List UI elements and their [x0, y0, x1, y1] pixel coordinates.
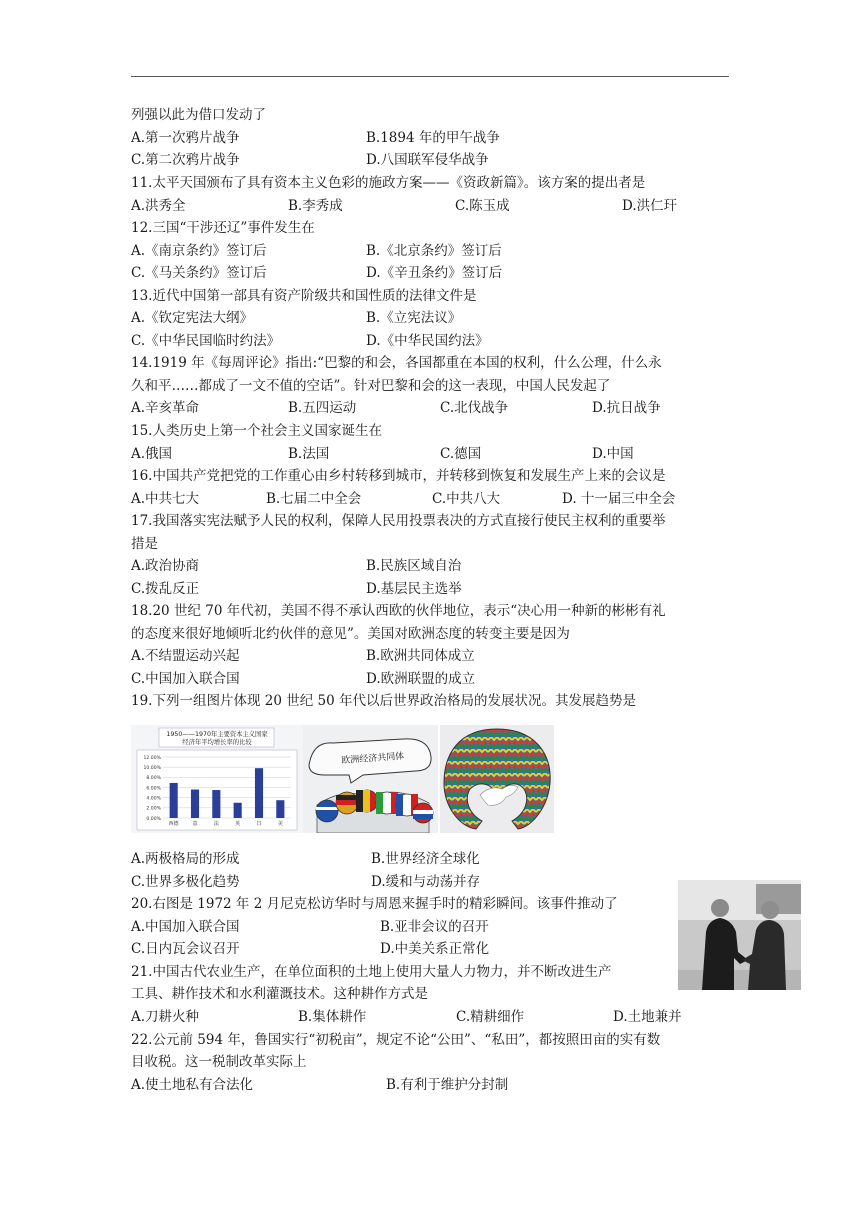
header-rule — [131, 76, 729, 77]
bar-4 — [255, 768, 263, 818]
q13-option-c: C.《中华民国临时约法》 — [131, 333, 281, 349]
q17-option-c: C.拨乱反正 — [131, 581, 200, 597]
q19-option-c: C.世界多极化趋势 — [131, 874, 240, 890]
q14-option-a: A.辛亥革命 — [131, 400, 200, 416]
q11-stem: 11.太平天国颁布了具有资本主义色彩的施政方案——《资政新篇》。该方案的提出者是 — [131, 175, 646, 191]
chart-title-line1: 1950——1970年主要资本主义国家 — [166, 731, 268, 738]
q15-option-d: D.中国 — [592, 446, 634, 462]
bar-1 — [191, 790, 199, 818]
y-tick-label: 8.00% — [146, 776, 161, 782]
q18-option-a: A.不结盟运动兴起 — [131, 648, 240, 664]
q10-option-d: D.八国联军侵华战争 — [366, 152, 489, 168]
q14-stem-2: 久和平……都成了一文不值的空话”。针对巴黎和会的这一表现，中国人民发起了 — [131, 378, 611, 394]
q20-stem: 20.右图是 1972 年 2 月尼克松访华时与周恩来握手时的精彩瞬间。该事件推动了 — [131, 896, 618, 912]
bar-0 — [170, 783, 178, 818]
q14-option-c: C.北伐战争 — [440, 400, 509, 416]
q19-stem: 19.下列一组图片体现 20 世纪 50 年代以后世界政治格局的发展状况。其发展趋势是 — [131, 693, 636, 709]
y-tick-label: 2.00% — [146, 806, 161, 812]
bar-3 — [234, 803, 242, 818]
x-tick-label: 意 — [192, 821, 198, 827]
bar-5 — [276, 800, 284, 818]
q11-option-c: C.陈玉成 — [455, 198, 510, 214]
q15-stem: 15.人类历史上第一个社会主义国家诞生在 — [131, 423, 382, 439]
q22-stem-2: 目收税。这一税制改革实际上 — [131, 1054, 307, 1070]
flag-stripe — [396, 794, 403, 816]
q17-option-b: B.民族区域自治 — [366, 558, 462, 574]
flag-stripe — [413, 814, 433, 819]
y-tick-label: 12.00% — [143, 755, 161, 761]
q20-option-d: D.中美关系正常化 — [380, 941, 490, 957]
q18-option-d: D.欧洲联盟的成立 — [366, 671, 476, 687]
q17-stem: 17.我国落实宪法赋予人民的权利，保障人民用投票表决的方式直接行使民主权利的重要举 — [131, 513, 666, 529]
q14-option-d: D.抗日战争 — [592, 400, 661, 416]
x-tick-label: 西德 — [168, 821, 179, 827]
chart-title-line2: 经济年平均增长率的比较 — [182, 739, 252, 746]
patterned-circle — [444, 729, 550, 829]
growth-rate-chart — [131, 725, 303, 833]
q18-option-b: B.欧洲共同体成立 — [366, 648, 475, 664]
y-tick-label: 6.00% — [146, 786, 161, 792]
q17-stem-2: 措是 — [131, 536, 158, 552]
photo-svg — [678, 880, 801, 990]
q12-option-b: B.《北京条约》签订后 — [366, 243, 502, 259]
q19-option-a: A.两极格局的形成 — [131, 851, 240, 867]
figure-left-head — [711, 899, 729, 917]
y-tick-label: 10.00% — [143, 765, 161, 771]
flag-stripe — [363, 790, 370, 812]
q13-option-d: D.《中华民国约法》 — [366, 333, 489, 349]
flag-stripe — [413, 810, 433, 814]
q22-option-b: B.有利于维护分封制 — [386, 1077, 509, 1093]
eec-cartoon — [303, 725, 438, 833]
q10-option-c: C.第二次鸦片战争 — [131, 152, 240, 168]
q15-option-a: A.俄国 — [131, 446, 173, 462]
q21-option-a: A.刀耕火种 — [131, 1009, 200, 1025]
q12-stem: 12.三国“干涉还辽”事件发生在 — [131, 220, 315, 236]
q13-option-b: B.《立宪法议》 — [366, 310, 462, 326]
dove-shape — [480, 785, 518, 805]
x-tick-label: 英 — [235, 821, 241, 827]
x-tick-label: 日 — [256, 821, 262, 827]
q11-option-a: A.洪秀全 — [131, 198, 186, 214]
q15-option-c: C.德国 — [440, 446, 482, 462]
multipolar-dove-image — [440, 725, 554, 833]
q10-stem-end: 列强以此为借口发动了 — [131, 107, 266, 123]
nixon-zhou-handshake-photo — [678, 880, 801, 990]
flag-stripe — [336, 800, 358, 805]
q15-option-b: B.法国 — [288, 446, 330, 462]
eec-cartoon-svg — [303, 725, 438, 833]
q22-option-a: A.使土地私有合法化 — [131, 1077, 254, 1093]
q17-option-a: A.政治协商 — [131, 558, 200, 574]
flag-stripe — [376, 792, 383, 814]
growth-rate-chart-svg — [131, 725, 303, 833]
q14-stem: 14.1919 年《每周评论》指出:“巴黎的和会，各国都重在本国的权利，什么公理，什么永 — [131, 355, 662, 371]
q10-option-b: B.1894 年的甲午战争 — [366, 130, 500, 146]
balloon-text: 欧洲经济共同体 — [341, 751, 405, 767]
x-tick-label: 法 — [213, 821, 219, 827]
head-flag-luxembourg — [316, 800, 338, 822]
y-tick-label: 0.00% — [146, 816, 161, 822]
flag-stripe — [356, 790, 363, 812]
q13-stem: 13.近代中国第一部具有资产阶级共和国性质的法律文件是 — [131, 288, 477, 304]
figure-right-head — [761, 901, 779, 919]
y-tick-label: 4.00% — [146, 796, 161, 802]
q17-option-d: D.基层民主选举 — [366, 581, 462, 597]
x-tick-label: 美 — [277, 821, 283, 827]
q12-option-d: D.《辛丑条约》签订后 — [366, 265, 503, 281]
q21-option-b: B.集体耕作 — [298, 1009, 367, 1025]
q16-stem: 16.中国共产党把党的工作重心由乡村转移到城市，并转移到恢复和发展生产上来的会议是 — [131, 468, 666, 484]
q16-option-b: B.七届二中全会 — [266, 491, 362, 507]
q19-option-d: D.缓和与动荡并存 — [371, 874, 481, 890]
q12-option-c: C.《马关条约》签订后 — [131, 265, 267, 281]
dove-svg — [440, 725, 554, 833]
q16-option-c: C.中共八大 — [432, 491, 501, 507]
q18-option-c: C.中国加入联合国 — [131, 671, 240, 687]
q22-stem: 22.公元前 594 年，鲁国实行“初税亩”，规定不论“公田”、“私田”，都按照田亩的实有数 — [131, 1032, 661, 1048]
q21-stem: 21.中国古代农业生产，在单位面积的土地上使用大量人力物力，并不断改进生产 — [131, 964, 612, 980]
q19-option-b: B.世界经济全球化 — [371, 851, 480, 867]
q16-option-a: A.中共七大 — [131, 491, 200, 507]
q20-option-c: C.日内瓦会议召开 — [131, 941, 240, 957]
q14-option-b: B.五四运动 — [288, 400, 357, 416]
q20-option-b: B.亚非会议的召开 — [380, 919, 489, 935]
q18-stem: 18.20 世纪 70 年代初，美国不得不承认西欧的伙伴地位，表示“决心用一种新的彬彬有礼 — [131, 603, 666, 619]
flag-stripe — [316, 807, 338, 810]
q11-option-d: D.洪仁玕 — [622, 198, 678, 214]
q21-option-d: D.土地兼并 — [613, 1009, 682, 1025]
q12-option-a: A.《南京条约》签订后 — [131, 243, 267, 259]
q13-option-a: A.《钦定宪法大纲》 — [131, 310, 254, 326]
q18-stem-2: 的态度来很好地倾听北约伙伴的意见”。美国对欧洲态度的转变主要是因为 — [131, 626, 570, 642]
q21-stem-2: 工具、耕作技术和水利灌溉技术。这种耕作方式是 — [131, 986, 428, 1002]
bar-2 — [212, 790, 220, 818]
flag-stripe — [336, 795, 358, 800]
q20-option-a: A.中国加入联合国 — [131, 919, 240, 935]
q11-option-b: B.李秀成 — [288, 198, 343, 214]
q16-option-d: D. 十一届三中全会 — [562, 491, 676, 507]
q21-option-c: C.精耕细作 — [456, 1009, 525, 1025]
q10-option-a: A.第一次鸦片战争 — [131, 130, 240, 146]
